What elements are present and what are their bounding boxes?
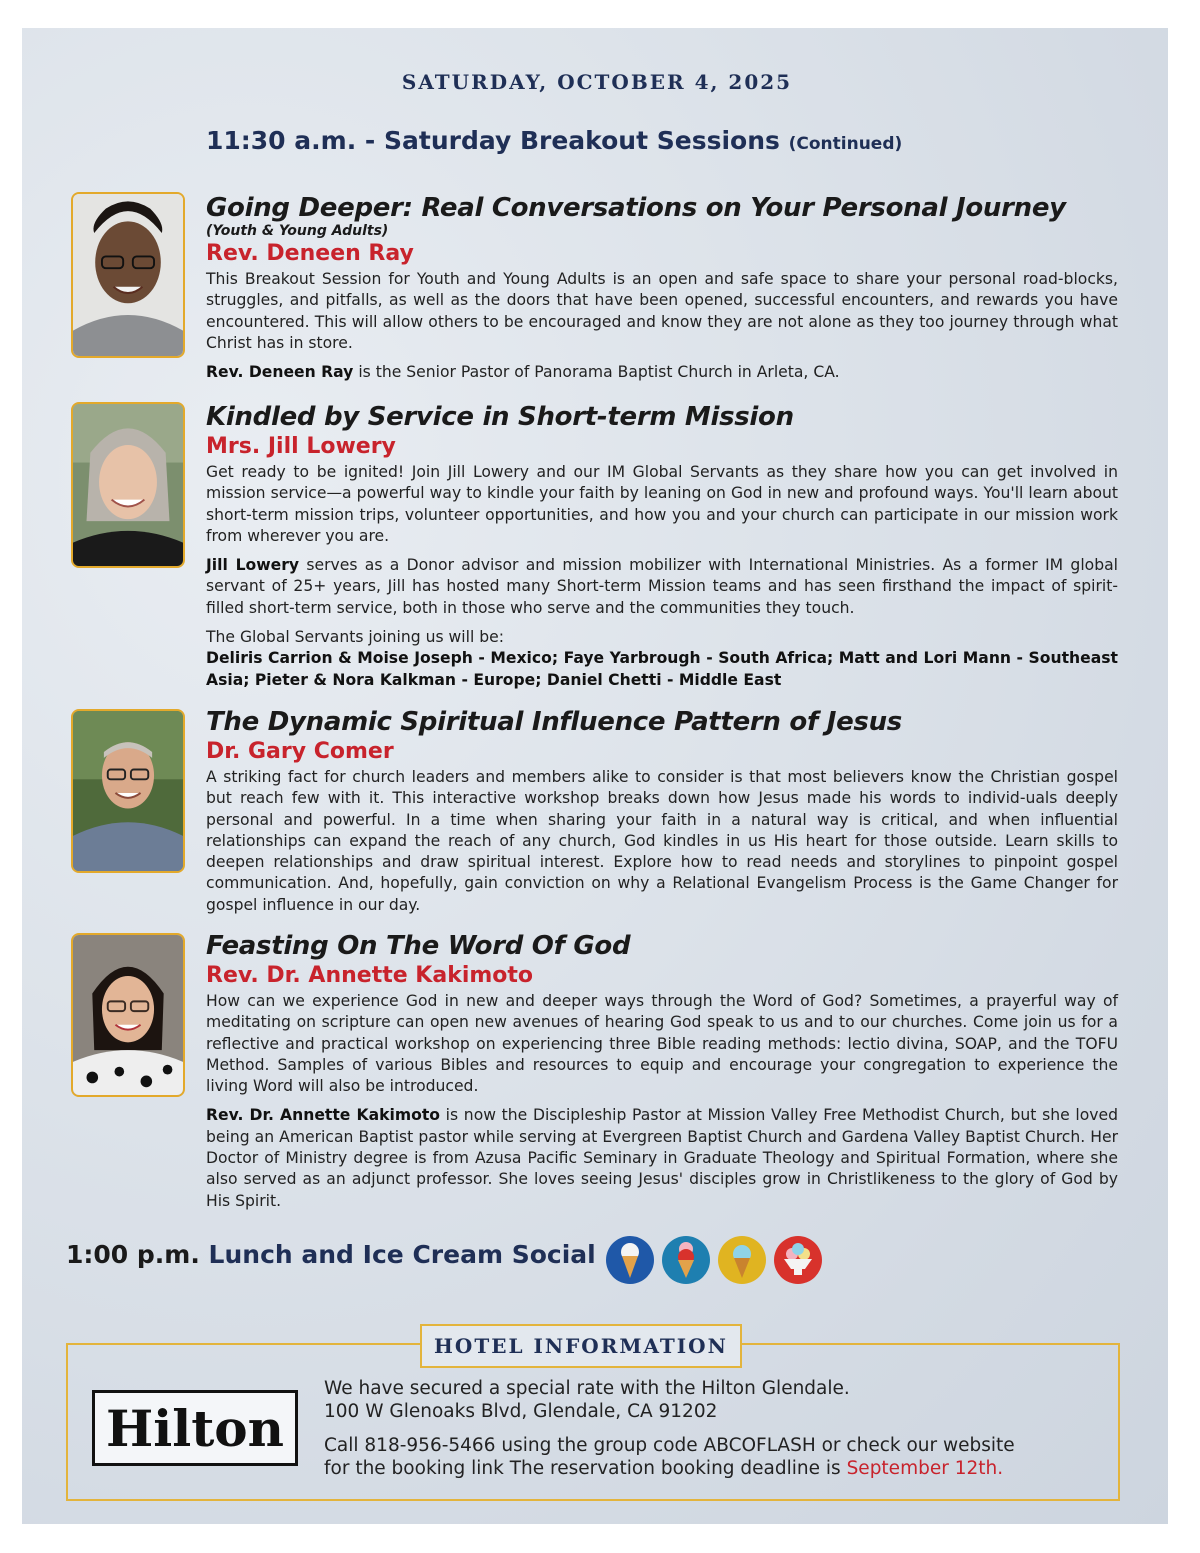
speaker-bio <box>206 1105 1118 1211</box>
ice-cream-cone-icon <box>718 1236 766 1284</box>
hotel-booking-line: Call 818-956-5466 using the group code ABCOFLASH or check our website <box>324 1435 1015 1456</box>
session-description: Get ready to be ignited! Join Jill Lowery and our IM Global Servants as they share how you can get involved in mission service—a powerful way to kindle your faith by leaning on God in new and profound ways. You'll learn about short-term mission trips, volunteer opportunities, and how you and your church can participate in our mission work from wherever you are. <box>206 463 1118 545</box>
hotel-info-label: HOTEL INFORMATION <box>420 1324 742 1368</box>
speaker-bio <box>206 555 1118 619</box>
section-heading <box>206 126 902 155</box>
hotel-address: 100 W Glenoaks Blvd, Glendale, CA 91202 <box>324 1401 718 1422</box>
lunch-title: Lunch and Ice Cream Social <box>208 1240 596 1269</box>
bio-text: is the Senior Pastor of Panorama Baptist Church in Arleta, CA. <box>353 363 840 382</box>
lunch-heading <box>66 1240 596 1269</box>
global-servants-intro: The Global Servants joining us will be: <box>206 628 505 647</box>
deadline-text: for the booking link The reservation booking deadline is <box>324 1458 847 1479</box>
speaker-bio <box>206 362 1118 383</box>
speaker-photo-gary-comer <box>71 709 185 873</box>
continued-label: (Continued) <box>788 134 903 154</box>
speaker-name: Rev. Dr. Annette Kakimoto <box>206 963 534 988</box>
session-feasting-on-the-word <box>206 931 1118 1212</box>
deadline-date: September 12th. <box>846 1458 1004 1479</box>
session-going-deeper <box>206 193 1118 383</box>
session-title: The Dynamic Spiritual Influence Pattern of Jesus <box>206 707 902 737</box>
ice-cream-cone-icon <box>662 1236 710 1284</box>
lunch-time: 1:00 p.m. <box>66 1240 200 1269</box>
bio-text: serves as a Donor advisor and mission mobilizer with International Ministries. As a former IM global servant of 25+ years, Jill has hosted many Short-term Mission teams and has seen firsthand the impact of spirit-filled short-term service, both in those who serve and the communities they touch. <box>206 556 1118 617</box>
hotel-rate-line: We have secured a special rate with the Hilton Glendale. <box>324 1378 850 1399</box>
ice-cream-icons <box>606 1236 822 1284</box>
session-kindled-by-service <box>206 402 1118 691</box>
ice-cream-sundae-icon <box>774 1236 822 1284</box>
section-title: Saturday Breakout Sessions <box>384 126 780 155</box>
speaker-photo-deneen-ray <box>71 192 185 358</box>
bio-name: Rev. Dr. Annette Kakimoto <box>206 1106 440 1125</box>
hilton-logo: Hilton <box>92 1390 298 1466</box>
hotel-deadline-line <box>324 1457 1003 1480</box>
global-servants-list: Deliris Carrion & Moise Joseph - Mexico; Faye Yarbrough - South Africa; Matt and Lori Mann - Southeast Asia; Pieter & Nora Kalkman - Europe; Daniel Chetti - Middle East <box>206 649 1118 689</box>
session-time: 11:30 a.m. - <box>206 126 376 155</box>
session-title: Kindled by Service in Short-term Mission <box>206 402 794 432</box>
session-title: Going Deeper: Real Conversations on Your Personal Journey <box>206 193 1066 223</box>
session-title: Feasting On The Word Of God <box>206 931 631 961</box>
speaker-photo-jill-lowery <box>71 402 185 568</box>
event-date: SATURDAY, OCTOBER 4, 2025 <box>401 70 793 94</box>
session-subtitle: (Youth & Young Adults) <box>206 223 389 239</box>
session-dynamic-spiritual-influence <box>206 707 1118 916</box>
speaker-name: Mrs. Jill Lowery <box>206 434 396 459</box>
speaker-name: Rev. Deneen Ray <box>206 241 414 266</box>
bio-name: Rev. Deneen Ray <box>206 363 354 382</box>
speaker-name: Dr. Gary Comer <box>206 739 394 764</box>
bio-name: Jill Lowery <box>206 556 300 575</box>
ice-cream-cone-icon <box>606 1236 654 1284</box>
session-description: This Breakout Session for Youth and Young Adults is an open and safe space to share your personal road-blocks, struggles, and pitfalls, as well as the doors that have been opened, successful encounters, and rewards you have encountered. This will allow others to be encouraged and know they are not alone as they too journey through what Christ has in store. <box>206 270 1118 352</box>
session-description: A striking fact for church leaders and members alike to consider is that most believers know the Christian gospel but reach few with it. This interactive workshop breaks down how Jesus made his words to individ-uals deeply personal and powerful. In a time when sharing your faith in a natural way is critical, and when influential relationships can expand the reach of any church, God kindles in us His heart for those outside. Learn skills to deepen relationships and draw spiritual interest. Explore how to read needs and storylines to pinpoint gospel communication. And, hopefully, gain conviction on why a Relational Evangelism Process is the Game Changer for gospel influence in our day. <box>206 768 1118 914</box>
speaker-photo-annette-kakimoto <box>71 933 185 1097</box>
bio-text: is now the Discipleship Pastor at Mission Valley Free Methodist Church, but she loved being an American Baptist pastor while serving at Evergreen Baptist Church and Gardena Valley Baptist Church. Her Doctor of Ministry degree is from Azusa Pacific Seminary in Graduate Theology and Spiritual Formation, where she also served as an adjunct professor. She loves seeing Jesus' disciples grow in Christlikeness to the glory of God by His Spirit. <box>206 1106 1118 1210</box>
session-description: How can we experience God in new and deeper ways through the Word of God? Sometimes, a prayerful way of meditating on scripture can open new avenues of hearing God speak to us and to our churches. Come join us for a reflective and practical workshop on experiencing three Bible reading methods: lectio divina, SOAP, and the TOFU Method. Samples of various Bibles and resources to equip and encourage your congregation to experience the living Word will also be introduced. <box>206 992 1118 1096</box>
